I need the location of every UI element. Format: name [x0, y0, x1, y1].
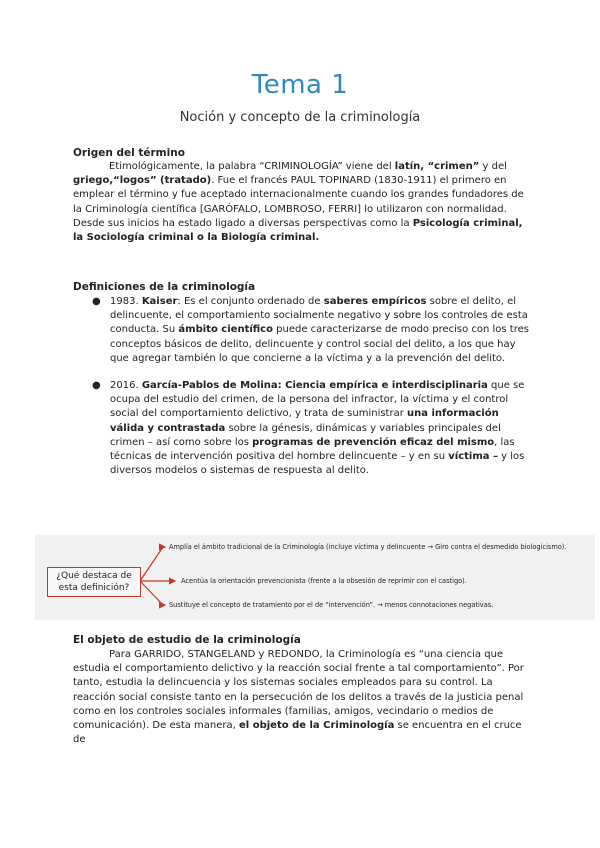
paragraph-objeto — [73, 648, 533, 747]
bold-run: víctima – — [448, 451, 498, 463]
diagram-branch-1: Amplía el ámbito tradicional de la Criminología (incluye víctima y delincuente → Giro contra el desmedido biologicismo). — [169, 543, 567, 551]
list-item-kaiser — [92, 295, 532, 366]
bullet-icon: ● — [92, 380, 101, 392]
text-run: sobre la génesis, dinámicas y variables principales del crimen – así como sobre los — [110, 422, 501, 448]
bold-run: Kaiser — [141, 296, 178, 307]
text-run: y los diversos modelos o sistemas de respuesta al delito. — [110, 451, 525, 477]
bold-run: latín, “crimen” — [394, 161, 480, 172]
text-run: 2016. — [110, 380, 142, 392]
bold-run: ámbito científico — [178, 324, 273, 336]
diagram-branch-3: Sustituye el concepto de tratamiento por el de “intervención”. → menos connotaciones negativas. — [169, 601, 494, 609]
text-run: , las técnicas de intervención positiva del hombre delincuente – y en su — [110, 436, 515, 463]
list-item-garcia-pablos — [92, 379, 532, 478]
text-run: sobre el delito, el delincuente, el comportamiento socialmente negativo y sobre los controles de esta conducta. Su — [110, 296, 528, 336]
bold-run: saberes empíricos — [323, 296, 427, 307]
arrow-branch-1 — [140, 547, 163, 581]
text-run: 1983. — [110, 296, 142, 307]
question-box: ¿Qué destaca de esta definición? — [47, 567, 141, 597]
text-run: y del — [479, 161, 507, 172]
bold-run: una información válida y contrastada — [110, 408, 499, 434]
section-heading-objeto: El objeto de estudio de la criminología — [73, 634, 301, 646]
section-heading-origen: Origen del término — [73, 147, 185, 159]
text-run: se encuentra en el cruce de — [73, 720, 522, 746]
text-run: . Fue el francés PAUL TOPINARD (1830-1911) el primero en emplear el término y fue aceptado internacionalmente cuando los grandes fundadores de la Criminología científica [GARÓFALO, LOMBROSO, FERRI] lo utilizaron con normalidad. Desde sus inicios ha estado ligado a diversas perspectivas como la — [73, 175, 524, 229]
arrow-branch-3 — [140, 581, 163, 605]
text-run: puede caracterizarse de modo preciso con los tres conceptos básicos de delito, delincuente y control social del delito, a los que hay que agregar también lo que concierne a la víctima y a la prevención del delito. — [110, 324, 529, 364]
text-run: que se ocupa del estudio del crimen, de la persona del infractor, la víctima y el control social del comportamiento delictivo, y trata de suministrar — [110, 380, 525, 420]
bold-run: Psicología criminal, la Sociología criminal o la Biología criminal. — [73, 217, 523, 244]
definitions-list — [92, 295, 532, 478]
bold-run: el objeto de la Criminología — [239, 720, 395, 732]
diagram-branch-2: Acentúa la orientación prevencionista (frente a la obsesión de reprimir con el castigo). — [181, 577, 467, 585]
paragraph-origen — [73, 160, 533, 245]
section-heading-definiciones: Definiciones de la criminología — [73, 281, 256, 293]
bold-run: programas de prevención eficaz del mismo — [252, 436, 495, 448]
bold-run: García-Pablos de Molina: Ciencia empírica e interdisciplinaria — [141, 380, 488, 392]
document-subtitle: Noción y concepto de la criminología — [179, 110, 421, 125]
bullet-icon: ● — [92, 296, 101, 307]
text-run: Para GARRIDO, STANGELAND y REDONDO, la Criminología es “una ciencia que estudia el comportamiento delictivo y la reacción social frente a tal comportamiento”. Por tanto, estudia la delincuencia y los sistemas sociales empleados para su control. La reacción social consiste tanto en la persecución de los delitos a través de la justicia penal como en los controles sociales informales (familias, amigos, vecindario o medios de comunicación). De esta manera, — [73, 649, 524, 732]
text-run: Etimológicamente, la palabra “CRIMINOLOGÍA” viene del — [109, 161, 395, 172]
document-title: Tema 1 — [251, 70, 349, 100]
text-run: : Es el conjunto ordenado de — [177, 296, 324, 307]
bold-run: griego,“logos” (tratado) — [73, 175, 212, 187]
definition-diagram — [35, 535, 595, 620]
